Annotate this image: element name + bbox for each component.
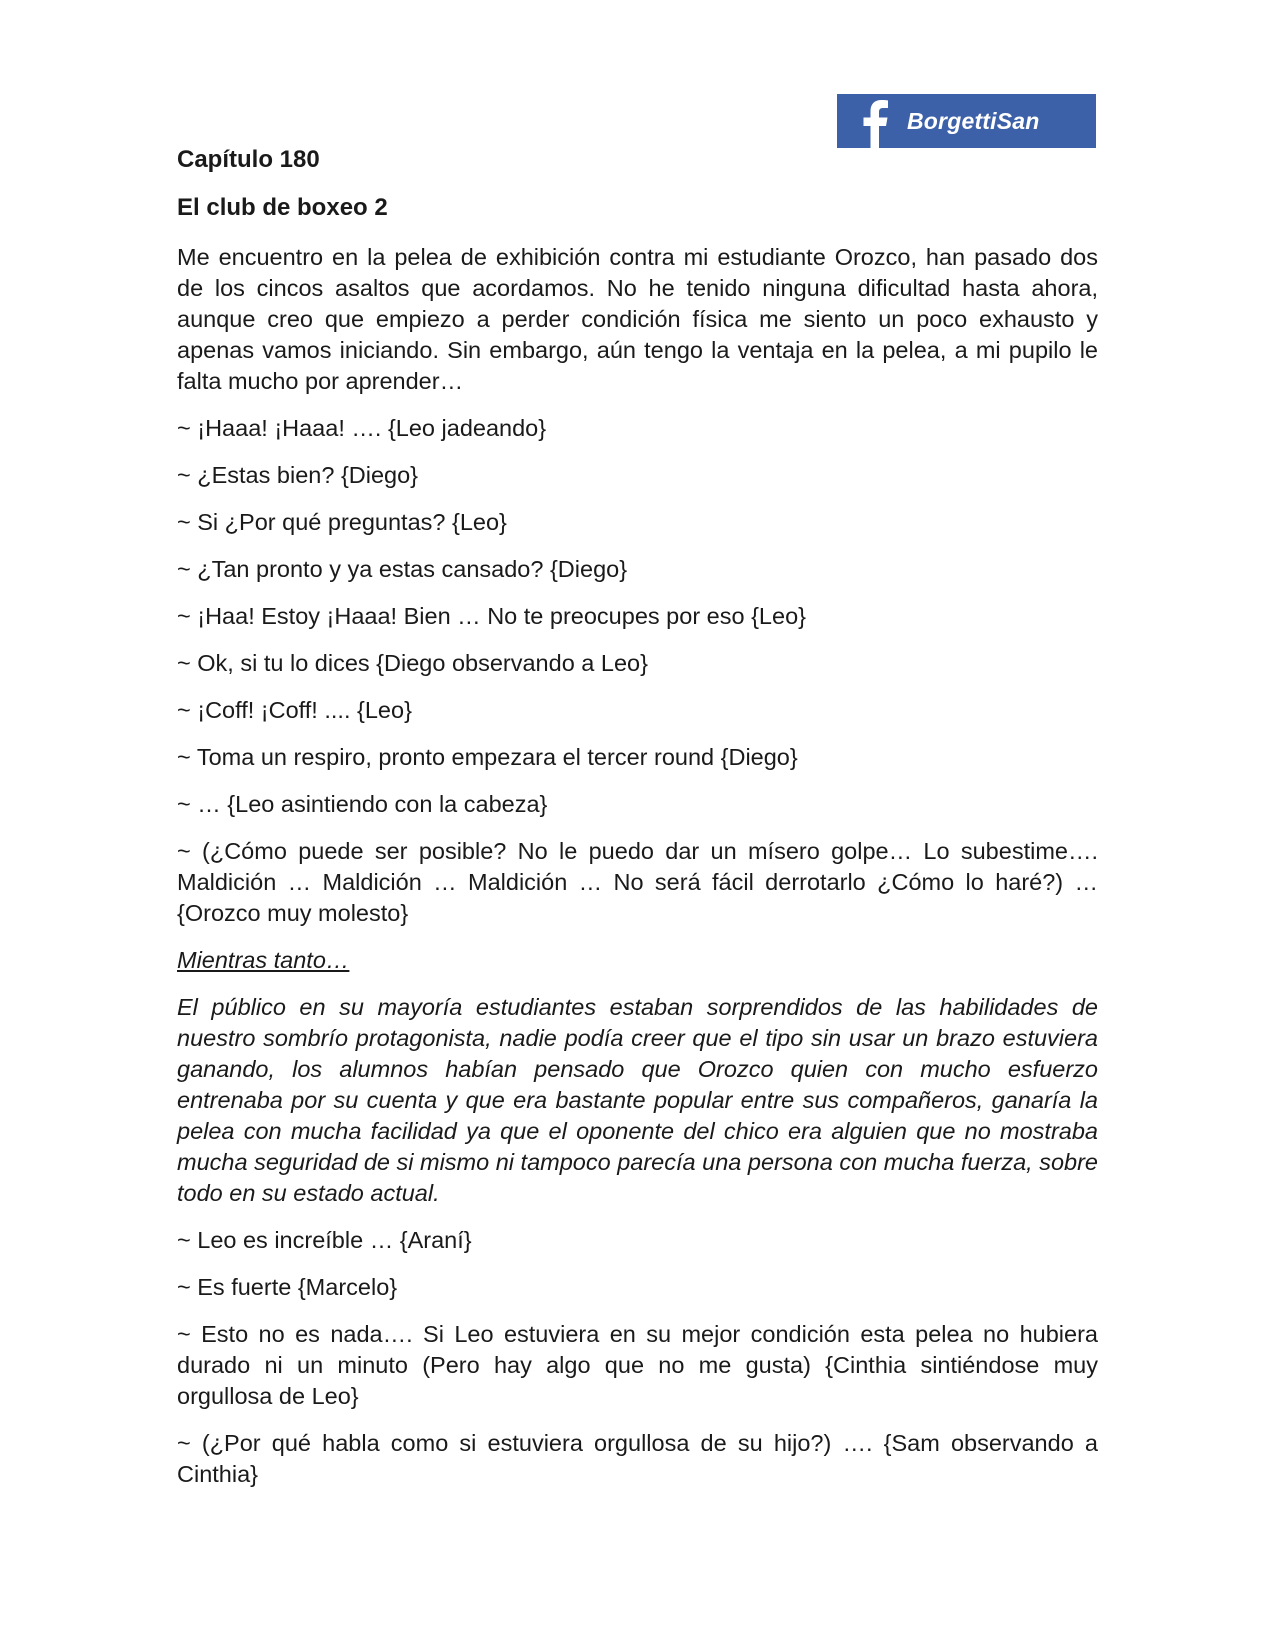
- facebook-badge[interactable]: [837, 94, 1096, 148]
- dialogue-line: ~ Leo es increíble … {Araní}: [177, 1227, 472, 1253]
- dialogue-line: ~ ¡Coff! ¡Coff! .... {Leo}: [177, 697, 412, 723]
- facebook-icon: [857, 94, 895, 148]
- scene-transition: Mientras tanto…: [177, 947, 350, 973]
- dialogue-line: ~ … {Leo asintiendo con la cabeza}: [177, 791, 548, 817]
- dialogue-line: ~ Ok, si tu lo dices {Diego observando a Leo}: [177, 650, 648, 676]
- dialogue-line: ~ Toma un respiro, pronto empezara el tercer round {Diego}: [177, 744, 798, 770]
- dialogue-line: ~ (¿Cómo puede ser posible? No le puedo dar un mísero golpe… Lo subestime…. Maldición … Maldición … Maldición … No será fácil derrotarlo ¿Cómo lo haré?) … {Orozco muy molesto}: [177, 838, 1098, 926]
- chapter-body: [177, 242, 1098, 1506]
- dialogue-line: ~ (¿Por qué habla como si estuviera orgullosa de su hijo?) …. {Sam observando a Cinthia}: [177, 1430, 1098, 1487]
- dialogue-line: ~ ¿Estas bien? {Diego}: [177, 462, 419, 488]
- chapter-title: El club de boxeo 2: [177, 194, 388, 221]
- dialogue-line: ~ Esto no es nada…. Si Leo estuviera en su mejor condición esta pelea no hubiera durado ni un minuto (Pero hay algo que no me gusta) {Cinthia sintiéndose muy orgullosa de Leo}: [177, 1321, 1098, 1409]
- narration-paragraph: El público en su mayoría estudiantes estaban sorprendidos de las habilidades de nuestro sombrío protagonista, nadie podía creer que el tipo sin usar un brazo estuviera ganando, los alumnos habían pensado que Orozco quien con mucho esfuerzo entrenaba por su cuenta y que era bastante popular entre sus compañeros, ganaría la pelea con mucha facilidad ya que el oponente del chico era alguien que no mostraba mucha seguridad de si mismo ni tampoco parecía una persona con mucha fuerza, sobre todo en su estado actual.: [177, 994, 1098, 1206]
- dialogue-line: ~ ¡Haaa! ¡Haaa! …. {Leo jadeando}: [177, 415, 547, 441]
- dialogue-line: ~ ¡Haa! Estoy ¡Haaa! Bien … No te preocupes por eso {Leo}: [177, 603, 806, 629]
- narration-paragraph: Me encuentro en la pelea de exhibición contra mi estudiante Orozco, han pasado dos de los cincos asaltos que acordamos. No he tenido ninguna dificultad hasta ahora, aunque creo que empiezo a perder condición física me siento un poco exhausto y apenas vamos iniciando. Sin embargo, aún tengo la ventaja en la pelea, a mi pupilo le falta mucho por aprender…: [177, 244, 1098, 394]
- dialogue-line: ~ ¿Tan pronto y ya estas cansado? {Diego}: [177, 556, 628, 582]
- dialogue-line: ~ Si ¿Por qué preguntas? {Leo}: [177, 509, 507, 535]
- dialogue-line: ~ Es fuerte {Marcelo}: [177, 1274, 398, 1300]
- facebook-page-name: BorgettiSan: [907, 107, 1040, 134]
- chapter-number: Capítulo 180: [177, 146, 320, 173]
